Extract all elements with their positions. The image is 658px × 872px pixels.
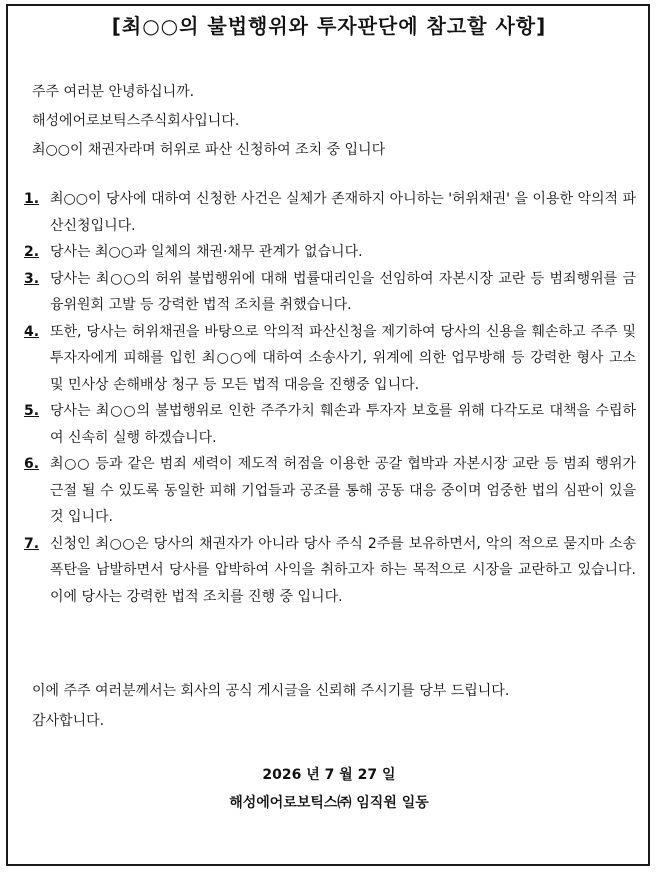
signature-line: 해성에어로보틱스㈜ 임직원 일동 xyxy=(229,795,429,811)
item-text: 최○○ 등과 같은 범죄 세력이 제도적 허점을 이용한 공갈 협박과 자본시장 교란 등 범죄 행위가 근절 될 수 있도록 동일한 피해 기업들과 공조를 통해 공동 대응 중이며 엄중한 법의 심판이 있을 것 입니다. xyxy=(50,456,636,525)
item-number: 3. xyxy=(24,270,40,287)
list-item xyxy=(24,531,636,611)
item-text: 당사는 최○○의 불법행위로 인한 주주가치 훼손과 투자자 보호를 위해 다각도로 대책을 수립하여 신속히 실행 하겠습니다. xyxy=(50,403,636,446)
list-item xyxy=(24,319,636,399)
item-text: 신청인 최○○은 당사의 채권자가 아니라 당사 주식 2주를 보유하면서, 악의 적으로 묻지마 소송 폭탄을 남발하면서 당사를 압박하여 사익을 취하고자 하는 목적으로 시장을 교란하고 있습니다. 이에 당사는 강력한 법적 조치를 진행 중 입니다. xyxy=(50,535,636,605)
thanks-line: 감사합니다. xyxy=(32,713,105,729)
list-item xyxy=(24,398,636,451)
item-number: 1. xyxy=(24,191,40,207)
document-date: 2026 년 7 월 27 일 xyxy=(262,767,396,783)
item-number: 7. xyxy=(24,535,40,552)
company-intro-line: 해성에어로보틱스주식회사입니다. xyxy=(32,113,240,129)
list-item xyxy=(24,266,636,319)
list-item xyxy=(24,186,636,239)
situation-line: 최○○이 채권자라며 허위로 파산 신청하여 조치 중 입니다 xyxy=(32,142,386,158)
item-text: 당사는 최○○과 일체의 채권·채무 관계가 없습니다. xyxy=(50,244,363,260)
closing-section xyxy=(32,676,509,736)
document-title: [최○○의 불법행위와 투자판단에 참고할 사항] xyxy=(111,14,547,38)
item-text: 최○○이 당사에 대하여 신청한 사건은 실체가 존재하지 아니하는 '허위채권' 을 이용한 악의적 파산신청입니다. xyxy=(50,191,636,234)
greeting-line: 주주 여러분 안녕하십니까. xyxy=(32,84,195,100)
closing-request-line: 이에 주주 여러분께서는 회사의 공식 게시글을 신뢰해 주시기를 당부 드립니다. xyxy=(32,683,510,699)
item-number: 2. xyxy=(24,244,40,260)
item-number: 4. xyxy=(24,323,40,340)
list-item xyxy=(24,451,636,531)
intro-section xyxy=(32,78,385,165)
item-number: 5. xyxy=(24,403,40,419)
item-text: 또한, 당사는 허위채권을 바탕으로 악의적 파산신청을 제기하여 당사의 신용을 훼손하고 주주 및 투자자에게 피해를 입힌 최○○에 대하여 소송사기, 위계에 의한 업무방해 등 강력한 형사 고소 및 민사상 손해배상 청구 등 모든 법적 대응을 진행중 입니다. xyxy=(50,323,636,393)
list-item xyxy=(24,239,636,266)
numbered-list xyxy=(24,186,636,610)
item-number: 6. xyxy=(24,456,40,472)
item-text: 당사는 최○○의 허위 불법행위에 대해 법률대리인을 선임하여 자본시장 교란 등 범죄행위를 금융위원회 고발 등 강력한 법적 조치를 취했습니다. xyxy=(50,270,636,313)
